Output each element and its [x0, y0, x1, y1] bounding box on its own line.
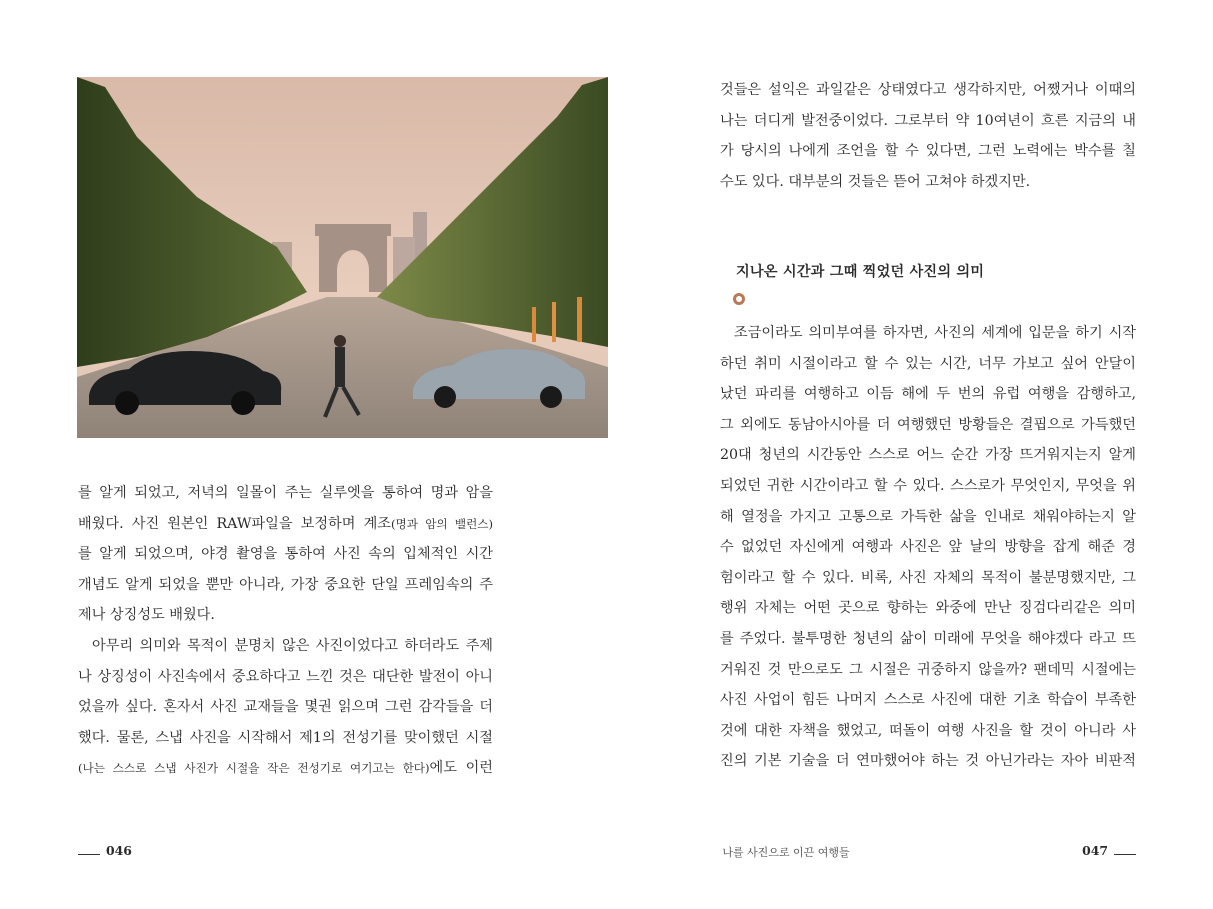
right-body-text-1 [720, 75, 1136, 197]
text-line: 제나 상징성도 배웠다. [78, 607, 215, 624]
page-number-left [78, 843, 132, 858]
text-line: 그 외에도 동남아시아를 더 여행했던 방황들은 결핍으로 가득했던 [720, 416, 1136, 433]
text-line: 험이라고 할 수 있다. 비록, 사진 자체의 목적이 불분명했지만, 그 [720, 569, 1136, 586]
text-line: 진의 기본 기술을 더 연마했어야 하는 것 아닌가라는 자아 비판적 [720, 753, 1136, 770]
circle-bullet-icon [733, 293, 745, 305]
left-body-text [78, 478, 493, 784]
text-line: 하던 취미 시절이라고 할 수 있는 시간, 너무 가보고 싶어 안달이 [720, 355, 1136, 372]
text-line: 것에 대한 자책을 했었고, 떠돌이 여행 사진을 할 것이 아니라 사 [720, 722, 1136, 739]
gradation-note: (명과 암의 밸런스) [390, 516, 493, 531]
text-line: 행위 자체는 어떤 곳으로 향하는 와중에 만난 징검다리같은 의미 [720, 600, 1136, 617]
section-heading: 지나온 시간과 그때 찍었던 사진의 의미 [736, 264, 985, 280]
folio-rule [78, 854, 100, 855]
page-number: 046 [106, 843, 132, 858]
text-line: 나는 더디게 발전중이었다. 그로부터 약 10여년이 흐른 지금의 내 [720, 112, 1136, 129]
text-line: 를 주었다. 불투명한 청년의 삶이 미래에 무엇을 해야겠다 라고 뜨 [720, 630, 1136, 647]
text-line [78, 753, 493, 784]
text-line: 아무리 의미와 목적이 분명치 않은 사진이었다고 하더라도 주제 [92, 637, 493, 654]
page-number: 047 [1082, 843, 1108, 858]
folio-rule [1114, 854, 1136, 855]
text-line: 되었던 귀한 시간이라고 할 수 있다. 스스로가 무엇인지, 무엇을 위 [720, 477, 1136, 494]
right-page [606, 0, 1213, 909]
text-line: 것들은 설익은 과일같은 상태였다고 생각하지만, 어쨌거나 이때의 [720, 82, 1136, 98]
text-line: 거워진 것 만으로도 그 시절은 귀중하지 않을까? 팬데믹 시절에는 [720, 661, 1136, 678]
text-line: 나 상징성이 사진속에서 중요하다고 느낀 것은 대단한 발전이 아니 [78, 668, 493, 685]
text-line: 를 알게 되었고, 저녁의 일몰이 주는 실루엣을 통하여 명과 암을 [78, 485, 493, 501]
text-line [78, 509, 493, 540]
text-line: 했다. 물론, 스냅 사진을 시작해서 제1의 전성기를 맞이했던 시절 [78, 729, 493, 746]
right-body-text-2 [720, 318, 1136, 777]
text-line-main: 에도 이런 [429, 760, 493, 777]
text-line: 었을까 싶다. 혼자서 사진 교재들을 몇권 읽으며 그런 감각들을 더 [78, 699, 493, 716]
running-head: 나를 사진으로 이끈 여행들 [722, 846, 850, 859]
text-line: 해 열정을 가지고 고통으로 가득한 삶을 인내로 채워야하는지 알 [720, 508, 1136, 525]
text-line: 를 알게 되었으며, 야경 촬영을 통하여 사진 속의 입체적인 시간 [78, 546, 493, 563]
text-line: 20대 청년의 시간동안 스스로 어느 순간 가장 뜨거워지는지 알게 [720, 447, 1136, 464]
street-scene-illustration [77, 77, 608, 438]
snap-note: (나는 스스로 스냅 사진가 시절을 작은 전성기로 여기고는 한다) [78, 761, 430, 776]
text-line: 수도 있다. 대부분의 것들은 뜯어 고쳐야 하겠지만. [720, 173, 1031, 190]
page-number-right [1082, 843, 1136, 858]
text-line-main: 배웠다. 사진 원본인 RAW파일을 보정하며 계조 [78, 515, 391, 532]
left-page [0, 0, 606, 909]
champs-elysees-photo [77, 77, 608, 438]
text-line: 수 없었던 자신에게 여행과 사진은 앞 날의 방향을 잡게 해준 경 [720, 539, 1136, 556]
text-line: 사진 사업이 힘든 나머지 스스로 사진에 대한 기초 학습이 부족한 [720, 692, 1136, 709]
text-line: 가 당시의 나에게 조언을 할 수 있다면, 그런 노력에는 박수를 칠 [720, 143, 1136, 160]
text-line: 조금이라도 의미부여를 하자면, 사진의 세계에 입문을 하기 시작 [734, 325, 1136, 341]
text-line: 개념도 알게 되었을 뿐만 아니라, 가장 중요한 단일 프레임속의 주 [78, 576, 493, 593]
text-line: 났던 파리를 여행하고 이듬 해에 두 번의 유럽 여행을 감행하고, [720, 386, 1136, 403]
